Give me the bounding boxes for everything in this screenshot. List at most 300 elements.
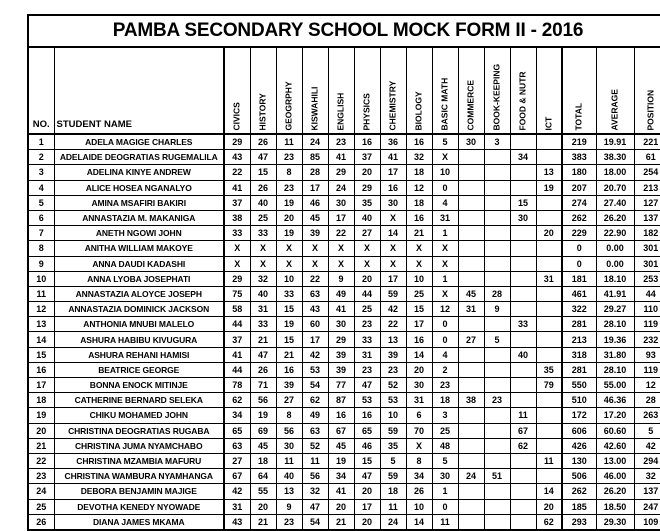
cell-no[interactable]: 24 xyxy=(28,484,54,499)
cell-position[interactable]: 301 xyxy=(634,241,660,256)
cell-history[interactable]: 26 xyxy=(250,362,276,377)
cell-foodnutr[interactable] xyxy=(510,286,536,301)
cell-kiswahili[interactable]: 54 xyxy=(302,514,328,530)
cell-average[interactable]: 19.91 xyxy=(596,134,634,150)
cell-total[interactable]: 322 xyxy=(562,302,596,317)
cell-bookkeep[interactable]: 28 xyxy=(484,286,510,301)
cell-kiswahili[interactable]: 53 xyxy=(302,362,328,377)
table-row[interactable] xyxy=(28,514,660,530)
cell-kiswahili[interactable]: 28 xyxy=(302,165,328,180)
cell-no[interactable]: 5 xyxy=(28,195,54,210)
cell-civics[interactable]: 75 xyxy=(224,286,250,301)
cell-civics[interactable]: 34 xyxy=(224,408,250,423)
cell-geogrphy[interactable]: 19 xyxy=(276,195,302,210)
cell-civics[interactable]: 44 xyxy=(224,317,250,332)
cell-basicmath[interactable]: X xyxy=(432,241,458,256)
cell-civics[interactable]: 58 xyxy=(224,302,250,317)
cell-position[interactable]: 28 xyxy=(634,393,660,408)
cell-geogrphy[interactable]: 10 xyxy=(276,271,302,286)
cell-english[interactable]: 30 xyxy=(328,195,354,210)
cell-history[interactable]: X xyxy=(250,256,276,271)
cell-chemistry[interactable]: 36 xyxy=(380,134,406,150)
cell-kiswahili[interactable]: 24 xyxy=(302,134,328,150)
cell-kiswahili[interactable]: 56 xyxy=(302,469,328,484)
cell-physics[interactable]: 16 xyxy=(354,134,380,150)
cell-name[interactable]: ADELA MAGIGE CHARLES xyxy=(54,134,224,150)
cell-english[interactable]: 41 xyxy=(328,150,354,165)
cell-commerce[interactable]: 45 xyxy=(458,286,484,301)
cell-chemistry[interactable]: 59 xyxy=(380,286,406,301)
column-header-foodnutr[interactable] xyxy=(510,47,536,134)
cell-name[interactable]: CHRISTINA JUMA NYAMCHABO xyxy=(54,438,224,453)
cell-english[interactable]: 21 xyxy=(328,514,354,530)
cell-physics[interactable]: 20 xyxy=(354,484,380,499)
cell-chemistry[interactable]: 59 xyxy=(380,423,406,438)
cell-position[interactable]: 254 xyxy=(634,165,660,180)
cell-english[interactable]: 41 xyxy=(328,484,354,499)
cell-geogrphy[interactable]: 13 xyxy=(276,484,302,499)
table-row[interactable] xyxy=(28,332,660,347)
cell-basicmath[interactable]: 48 xyxy=(432,438,458,453)
cell-bookkeep[interactable] xyxy=(484,150,510,165)
cell-civics[interactable]: 44 xyxy=(224,362,250,377)
cell-kiswahili[interactable]: 11 xyxy=(302,453,328,468)
cell-physics[interactable]: 37 xyxy=(354,150,380,165)
cell-total[interactable]: 510 xyxy=(562,393,596,408)
cell-bookkeep[interactable] xyxy=(484,438,510,453)
cell-geogrphy[interactable]: 11 xyxy=(276,453,302,468)
cell-physics[interactable]: 25 xyxy=(354,302,380,317)
cell-bookkeep[interactable] xyxy=(484,180,510,195)
cell-physics[interactable]: X xyxy=(354,256,380,271)
cell-kiswahili[interactable]: X xyxy=(302,241,328,256)
cell-civics[interactable]: 67 xyxy=(224,469,250,484)
cell-position[interactable]: 247 xyxy=(634,499,660,514)
cell-physics[interactable]: 47 xyxy=(354,378,380,393)
cell-average[interactable]: 38.30 xyxy=(596,150,634,165)
cell-position[interactable]: 232 xyxy=(634,332,660,347)
cell-average[interactable]: 18.50 xyxy=(596,499,634,514)
cell-average[interactable]: 20.70 xyxy=(596,180,634,195)
cell-bookkeep[interactable] xyxy=(484,271,510,286)
cell-commerce[interactable] xyxy=(458,271,484,286)
cell-biology[interactable]: 16 xyxy=(406,134,432,150)
cell-position[interactable]: 294 xyxy=(634,453,660,468)
cell-ict[interactable] xyxy=(536,423,562,438)
cell-basicmath[interactable]: X xyxy=(432,286,458,301)
cell-history[interactable]: 21 xyxy=(250,332,276,347)
cell-foodnutr[interactable] xyxy=(510,499,536,514)
cell-ict[interactable] xyxy=(536,317,562,332)
cell-average[interactable]: 41.91 xyxy=(596,286,634,301)
cell-basicmath[interactable]: 1 xyxy=(432,226,458,241)
cell-commerce[interactable]: 27 xyxy=(458,332,484,347)
cell-basicmath[interactable]: X xyxy=(432,256,458,271)
cell-foodnutr[interactable] xyxy=(510,332,536,347)
cell-history[interactable]: 64 xyxy=(250,469,276,484)
cell-commerce[interactable] xyxy=(458,514,484,530)
table-row[interactable] xyxy=(28,165,660,180)
cell-biology[interactable]: 15 xyxy=(406,302,432,317)
cell-physics[interactable]: 23 xyxy=(354,317,380,332)
cell-total[interactable]: 213 xyxy=(562,332,596,347)
cell-total[interactable]: 506 xyxy=(562,469,596,484)
cell-biology[interactable]: 8 xyxy=(406,453,432,468)
cell-ict[interactable] xyxy=(536,241,562,256)
cell-position[interactable]: 5 xyxy=(634,423,660,438)
cell-commerce[interactable]: 30 xyxy=(458,134,484,150)
cell-geogrphy[interactable]: 56 xyxy=(276,423,302,438)
cell-chemistry[interactable]: 59 xyxy=(380,469,406,484)
cell-foodnutr[interactable] xyxy=(510,302,536,317)
cell-biology[interactable]: 6 xyxy=(406,408,432,423)
cell-english[interactable]: 23 xyxy=(328,134,354,150)
cell-english[interactable]: 9 xyxy=(328,271,354,286)
cell-average[interactable]: 22.90 xyxy=(596,226,634,241)
cell-total[interactable]: 281 xyxy=(562,362,596,377)
cell-basicmath[interactable]: 5 xyxy=(432,134,458,150)
cell-foodnutr[interactable] xyxy=(510,453,536,468)
cell-english[interactable]: 22 xyxy=(328,226,354,241)
cell-total[interactable]: 185 xyxy=(562,499,596,514)
cell-geogrphy[interactable]: 23 xyxy=(276,180,302,195)
column-header-commerce[interactable] xyxy=(458,47,484,134)
cell-geogrphy[interactable]: 15 xyxy=(276,332,302,347)
cell-chemistry[interactable]: 24 xyxy=(380,514,406,530)
cell-physics[interactable]: 23 xyxy=(354,362,380,377)
cell-name[interactable]: CATHERINE BERNARD SELEKA xyxy=(54,393,224,408)
cell-name[interactable]: ADELAIDE DEOGRATIAS RUGEMALILA xyxy=(54,150,224,165)
cell-commerce[interactable] xyxy=(458,453,484,468)
cell-average[interactable]: 28.10 xyxy=(596,317,634,332)
cell-position[interactable]: 44 xyxy=(634,286,660,301)
cell-chemistry[interactable]: 18 xyxy=(380,484,406,499)
cell-bookkeep[interactable] xyxy=(484,317,510,332)
table-row[interactable] xyxy=(28,499,660,514)
cell-total[interactable]: 229 xyxy=(562,226,596,241)
cell-civics[interactable]: 37 xyxy=(224,332,250,347)
cell-basicmath[interactable]: 5 xyxy=(432,453,458,468)
cell-biology[interactable]: 14 xyxy=(406,347,432,362)
cell-geogrphy[interactable]: 21 xyxy=(276,347,302,362)
cell-foodnutr[interactable]: 30 xyxy=(510,210,536,225)
cell-bookkeep[interactable] xyxy=(484,347,510,362)
cell-position[interactable]: 221 xyxy=(634,134,660,150)
cell-civics[interactable]: 22 xyxy=(224,165,250,180)
cell-basicmath[interactable]: 25 xyxy=(432,423,458,438)
column-header-english[interactable] xyxy=(328,47,354,134)
cell-commerce[interactable] xyxy=(458,317,484,332)
cell-no[interactable]: 8 xyxy=(28,241,54,256)
cell-average[interactable]: 42.60 xyxy=(596,438,634,453)
cell-average[interactable]: 31.80 xyxy=(596,347,634,362)
cell-name[interactable]: ANTHONIA MNUBI MALELO xyxy=(54,317,224,332)
cell-position[interactable]: 182 xyxy=(634,226,660,241)
cell-name[interactable]: ANNA DAUDI KADASHI xyxy=(54,256,224,271)
cell-name[interactable]: ANETH NGOWI JOHN xyxy=(54,226,224,241)
cell-name[interactable]: ANNASTAZIA M. MAKANIGA xyxy=(54,210,224,225)
cell-biology[interactable]: 70 xyxy=(406,423,432,438)
cell-chemistry[interactable]: 10 xyxy=(380,408,406,423)
cell-foodnutr[interactable] xyxy=(510,393,536,408)
cell-geogrphy[interactable]: 23 xyxy=(276,514,302,530)
column-header-ict[interactable] xyxy=(536,47,562,134)
cell-english[interactable]: 87 xyxy=(328,393,354,408)
cell-ict[interactable] xyxy=(536,195,562,210)
column-header-geogrphy[interactable] xyxy=(276,47,302,134)
table-row[interactable] xyxy=(28,286,660,301)
cell-english[interactable]: 29 xyxy=(328,332,354,347)
cell-kiswahili[interactable]: 39 xyxy=(302,226,328,241)
cell-commerce[interactable] xyxy=(458,150,484,165)
cell-basicmath[interactable]: X xyxy=(432,150,458,165)
cell-basicmath[interactable]: 10 xyxy=(432,165,458,180)
table-row[interactable] xyxy=(28,150,660,165)
cell-bookkeep[interactable]: 51 xyxy=(484,469,510,484)
cell-biology[interactable]: 10 xyxy=(406,271,432,286)
cell-average[interactable]: 29.27 xyxy=(596,302,634,317)
cell-basicmath[interactable]: 0 xyxy=(432,317,458,332)
cell-english[interactable]: 30 xyxy=(328,317,354,332)
cell-no[interactable]: 26 xyxy=(28,514,54,530)
cell-biology[interactable]: X xyxy=(406,241,432,256)
cell-civics[interactable]: X xyxy=(224,256,250,271)
cell-bookkeep[interactable] xyxy=(484,362,510,377)
cell-biology[interactable]: 12 xyxy=(406,180,432,195)
cell-chemistry[interactable]: 22 xyxy=(380,317,406,332)
cell-biology[interactable]: 14 xyxy=(406,514,432,530)
cell-geogrphy[interactable]: 40 xyxy=(276,469,302,484)
cell-bookkeep[interactable] xyxy=(484,378,510,393)
cell-commerce[interactable] xyxy=(458,438,484,453)
table-row[interactable] xyxy=(28,302,660,317)
cell-history[interactable]: 25 xyxy=(250,210,276,225)
cell-ict[interactable] xyxy=(536,469,562,484)
cell-kiswahili[interactable]: X xyxy=(302,256,328,271)
cell-ict[interactable]: 20 xyxy=(536,226,562,241)
cell-foodnutr[interactable]: 15 xyxy=(510,195,536,210)
cell-kiswahili[interactable]: 52 xyxy=(302,438,328,453)
cell-commerce[interactable] xyxy=(458,210,484,225)
cell-chemistry[interactable]: 53 xyxy=(380,393,406,408)
cell-ict[interactable] xyxy=(536,393,562,408)
cell-biology[interactable]: 18 xyxy=(406,165,432,180)
cell-bookkeep[interactable] xyxy=(484,256,510,271)
cell-chemistry[interactable]: 5 xyxy=(380,453,406,468)
cell-history[interactable]: 19 xyxy=(250,408,276,423)
cell-ict[interactable] xyxy=(536,150,562,165)
column-header-physics[interactable] xyxy=(354,47,380,134)
table-row[interactable] xyxy=(28,362,660,377)
cell-commerce[interactable] xyxy=(458,347,484,362)
cell-english[interactable]: 16 xyxy=(328,408,354,423)
column-header-civics[interactable] xyxy=(224,47,250,134)
cell-kiswahili[interactable]: 63 xyxy=(302,286,328,301)
cell-ict[interactable] xyxy=(536,134,562,150)
cell-biology[interactable]: 17 xyxy=(406,317,432,332)
cell-geogrphy[interactable]: 33 xyxy=(276,286,302,301)
cell-biology[interactable]: 16 xyxy=(406,332,432,347)
cell-commerce[interactable] xyxy=(458,241,484,256)
cell-civics[interactable]: 78 xyxy=(224,378,250,393)
cell-english[interactable]: 29 xyxy=(328,165,354,180)
cell-average[interactable]: 26.20 xyxy=(596,484,634,499)
cell-commerce[interactable]: 24 xyxy=(458,469,484,484)
cell-civics[interactable]: 31 xyxy=(224,499,250,514)
cell-kiswahili[interactable]: 49 xyxy=(302,408,328,423)
cell-geogrphy[interactable]: 27 xyxy=(276,393,302,408)
cell-geogrphy[interactable]: 15 xyxy=(276,302,302,317)
cell-english[interactable]: 41 xyxy=(328,302,354,317)
cell-no[interactable]: 18 xyxy=(28,393,54,408)
cell-name[interactable]: CHRISTINA DEOGRATIAS RUGABA xyxy=(54,423,224,438)
cell-no[interactable]: 11 xyxy=(28,286,54,301)
cell-geogrphy[interactable]: 23 xyxy=(276,150,302,165)
cell-english[interactable]: 34 xyxy=(328,469,354,484)
column-header-chemistry[interactable] xyxy=(380,47,406,134)
cell-commerce[interactable] xyxy=(458,408,484,423)
cell-no[interactable]: 3 xyxy=(28,165,54,180)
cell-commerce[interactable] xyxy=(458,195,484,210)
cell-name[interactable]: ASHURA HABIBU KIVUGURA xyxy=(54,332,224,347)
cell-ict[interactable] xyxy=(536,210,562,225)
cell-physics[interactable]: 53 xyxy=(354,393,380,408)
cell-history[interactable]: 20 xyxy=(250,499,276,514)
cell-name[interactable]: CHRISTINA WAMBURA NYAMHANGA xyxy=(54,469,224,484)
cell-average[interactable]: 29.30 xyxy=(596,514,634,530)
cell-history[interactable]: 26 xyxy=(250,134,276,150)
cell-name[interactable]: ANNASTAZIA ALOYCE JOSEPH xyxy=(54,286,224,301)
cell-physics[interactable]: 17 xyxy=(354,499,380,514)
cell-chemistry[interactable]: 17 xyxy=(380,165,406,180)
cell-average[interactable]: 0.00 xyxy=(596,256,634,271)
cell-foodnutr[interactable] xyxy=(510,256,536,271)
cell-total[interactable]: 0 xyxy=(562,241,596,256)
cell-civics[interactable]: 29 xyxy=(224,134,250,150)
cell-geogrphy[interactable]: 19 xyxy=(276,317,302,332)
cell-geogrphy[interactable]: 8 xyxy=(276,165,302,180)
cell-kiswahili[interactable]: 42 xyxy=(302,347,328,362)
cell-name[interactable]: BEATRICE GEORGE xyxy=(54,362,224,377)
cell-bookkeep[interactable] xyxy=(484,514,510,530)
cell-total[interactable]: 281 xyxy=(562,317,596,332)
cell-chemistry[interactable]: X xyxy=(380,256,406,271)
cell-bookkeep[interactable] xyxy=(484,210,510,225)
cell-no[interactable]: 9 xyxy=(28,256,54,271)
cell-basicmath[interactable]: 12 xyxy=(432,302,458,317)
cell-total[interactable]: 130 xyxy=(562,453,596,468)
cell-ict[interactable] xyxy=(536,332,562,347)
cell-total[interactable]: 426 xyxy=(562,438,596,453)
cell-position[interactable]: 213 xyxy=(634,180,660,195)
cell-foodnutr[interactable]: 34 xyxy=(510,150,536,165)
cell-bookkeep[interactable] xyxy=(484,453,510,468)
cell-physics[interactable]: 33 xyxy=(354,332,380,347)
cell-no[interactable]: 25 xyxy=(28,499,54,514)
cell-physics[interactable]: 47 xyxy=(354,469,380,484)
cell-foodnutr[interactable] xyxy=(510,134,536,150)
cell-total[interactable]: 219 xyxy=(562,134,596,150)
cell-ict[interactable]: 79 xyxy=(536,378,562,393)
cell-total[interactable]: 318 xyxy=(562,347,596,362)
cell-position[interactable]: 110 xyxy=(634,302,660,317)
cell-foodnutr[interactable] xyxy=(510,362,536,377)
cell-average[interactable]: 46.00 xyxy=(596,469,634,484)
cell-biology[interactable]: 26 xyxy=(406,484,432,499)
cell-bookkeep[interactable] xyxy=(484,226,510,241)
cell-foodnutr[interactable] xyxy=(510,241,536,256)
cell-ict[interactable]: 62 xyxy=(536,514,562,530)
cell-bookkeep[interactable] xyxy=(484,241,510,256)
cell-physics[interactable]: 46 xyxy=(354,438,380,453)
cell-foodnutr[interactable] xyxy=(510,378,536,393)
cell-total[interactable]: 0 xyxy=(562,256,596,271)
cell-kiswahili[interactable]: 17 xyxy=(302,180,328,195)
cell-physics[interactable]: 31 xyxy=(354,347,380,362)
table-row[interactable] xyxy=(28,134,660,150)
cell-geogrphy[interactable]: 9 xyxy=(276,499,302,514)
table-row[interactable] xyxy=(28,423,660,438)
cell-bookkeep[interactable] xyxy=(484,499,510,514)
cell-commerce[interactable] xyxy=(458,499,484,514)
cell-bookkeep[interactable] xyxy=(484,195,510,210)
cell-position[interactable]: 253 xyxy=(634,271,660,286)
cell-history[interactable]: 15 xyxy=(250,165,276,180)
cell-geogrphy[interactable]: X xyxy=(276,241,302,256)
cell-civics[interactable]: 38 xyxy=(224,210,250,225)
cell-position[interactable]: 32 xyxy=(634,469,660,484)
cell-name[interactable]: ANITHA WILLIAM MAKOYE xyxy=(54,241,224,256)
cell-total[interactable]: 181 xyxy=(562,271,596,286)
table-row[interactable] xyxy=(28,408,660,423)
cell-kiswahili[interactable]: 43 xyxy=(302,302,328,317)
cell-english[interactable]: 19 xyxy=(328,453,354,468)
cell-average[interactable]: 19.36 xyxy=(596,332,634,347)
cell-ict[interactable] xyxy=(536,438,562,453)
cell-ict[interactable] xyxy=(536,286,562,301)
cell-average[interactable]: 46.36 xyxy=(596,393,634,408)
cell-ict[interactable] xyxy=(536,256,562,271)
cell-no[interactable]: 2 xyxy=(28,150,54,165)
cell-chemistry[interactable]: X xyxy=(380,210,406,225)
cell-kiswahili[interactable]: 17 xyxy=(302,332,328,347)
cell-geogrphy[interactable]: 16 xyxy=(276,362,302,377)
cell-history[interactable]: 40 xyxy=(250,195,276,210)
cell-biology[interactable]: 20 xyxy=(406,362,432,377)
cell-biology[interactable]: X xyxy=(406,438,432,453)
cell-geogrphy[interactable]: X xyxy=(276,256,302,271)
cell-history[interactable]: 47 xyxy=(250,347,276,362)
cell-english[interactable]: 67 xyxy=(328,423,354,438)
cell-foodnutr[interactable]: 62 xyxy=(510,438,536,453)
cell-no[interactable]: 10 xyxy=(28,271,54,286)
cell-physics[interactable]: 16 xyxy=(354,408,380,423)
cell-average[interactable]: 28.10 xyxy=(596,362,634,377)
cell-foodnutr[interactable] xyxy=(510,165,536,180)
cell-average[interactable]: 55.00 xyxy=(596,378,634,393)
cell-commerce[interactable] xyxy=(458,165,484,180)
table-row[interactable] xyxy=(28,453,660,468)
cell-ict[interactable]: 35 xyxy=(536,362,562,377)
table-row[interactable] xyxy=(28,393,660,408)
cell-basicmath[interactable]: 0 xyxy=(432,180,458,195)
cell-total[interactable]: 172 xyxy=(562,408,596,423)
cell-position[interactable]: 42 xyxy=(634,438,660,453)
cell-no[interactable]: 17 xyxy=(28,378,54,393)
cell-biology[interactable]: 16 xyxy=(406,210,432,225)
cell-average[interactable]: 18.10 xyxy=(596,271,634,286)
cell-average[interactable]: 26.20 xyxy=(596,210,634,225)
